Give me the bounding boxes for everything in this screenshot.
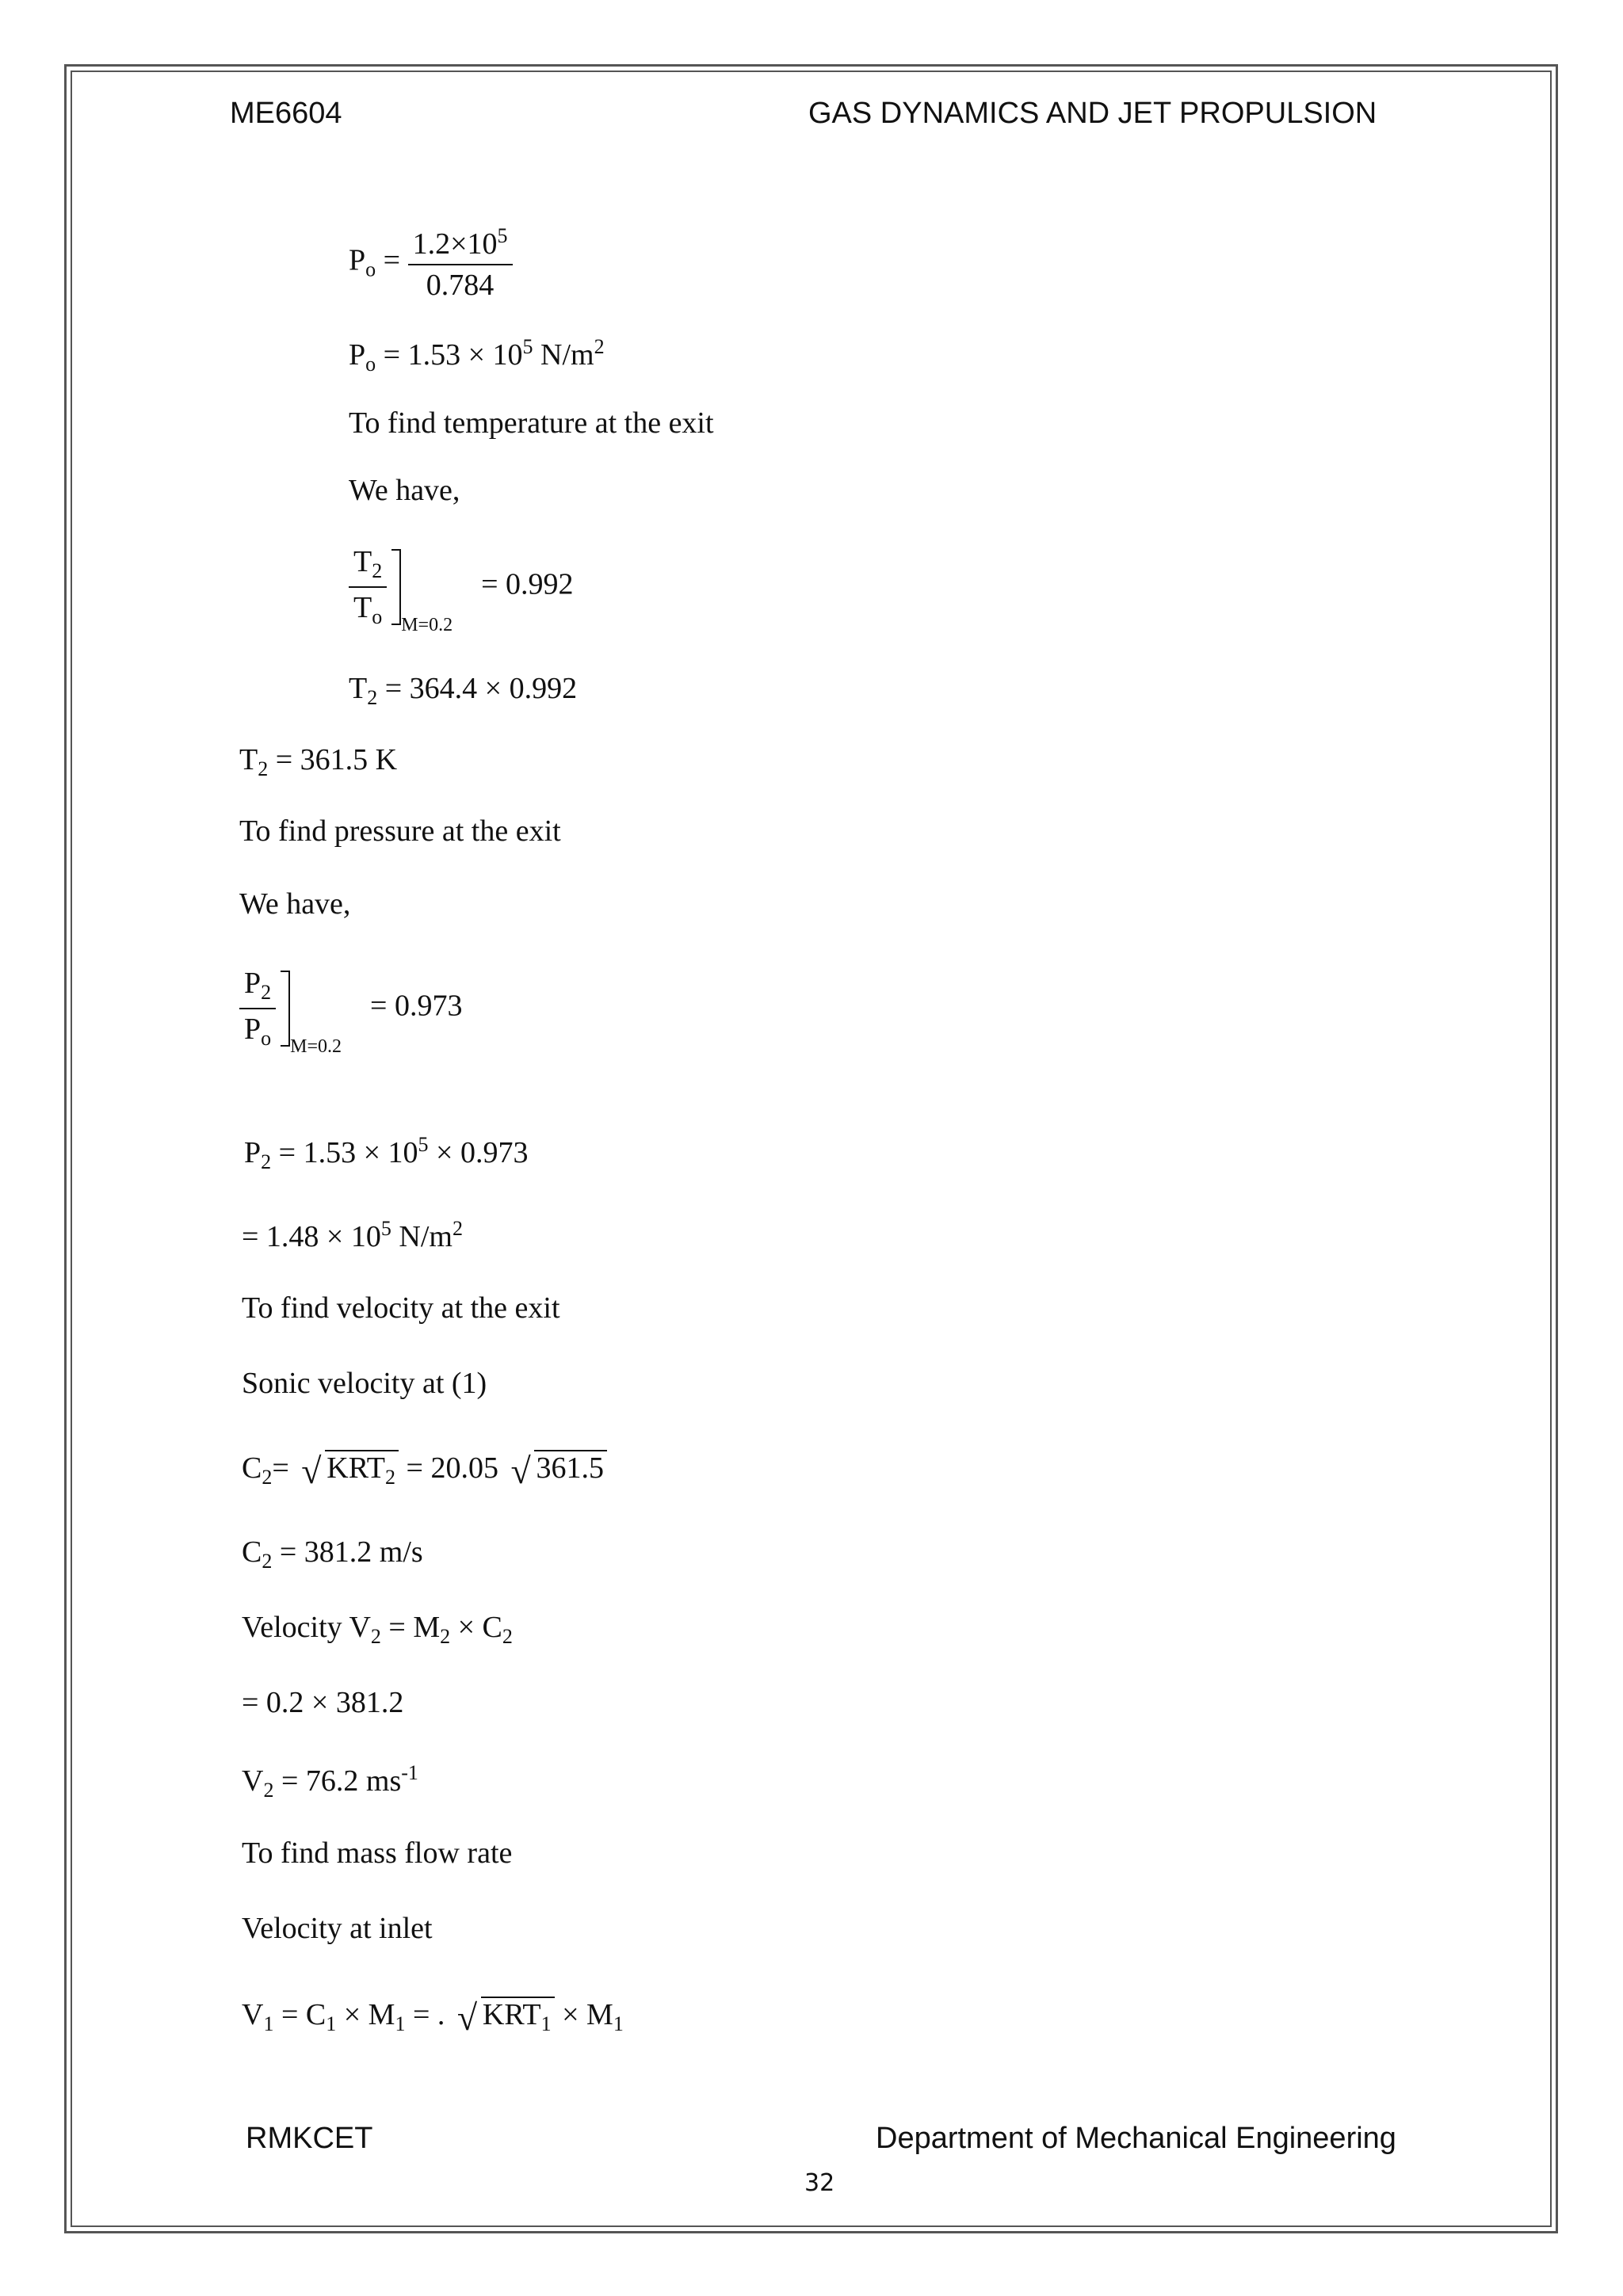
v2-calculation: = 0.2 × 381.2 <box>242 1686 404 1719</box>
c2-result: $C_2 = 381.2$ m/s <box>242 1535 423 1573</box>
velocity-at-inlet-label: Velocity at inlet <box>242 1912 433 1945</box>
footer-institution: RMKCET <box>246 2122 373 2155</box>
square-root: √ 361.5 <box>510 1450 607 1483</box>
heading-find-pressure: To find pressure at the exit <box>239 814 561 848</box>
square-root: √ $KRT_1$ <box>457 1997 555 2035</box>
temperature-ratio: $\frac{T_2}{T_o}$ M=0.2= 0.992 <box>349 547 574 635</box>
po-fraction-equation: $P_o$ = $\frac{1.2\times 10^5}{0.784}$ <box>349 226 513 300</box>
evaluation-bracket <box>391 549 401 625</box>
v1-equation: $V_1 = C_1 \times M_1$ = . √ $KRT_1 \times M_1$ <box>242 1997 624 2038</box>
t2-result: $T_2 = 361.5$ K <box>239 743 398 780</box>
we-have-1: We have, <box>349 474 460 507</box>
v2-result: $V_2 = 76.2$ $ms^{-1}$ <box>242 1761 418 1802</box>
pressure-ratio: $\frac{P_2}{P_o}$ M=0.2= 0.973 <box>239 968 462 1056</box>
we-have-2: We have, <box>239 887 351 921</box>
t2-calculation: $T_2 = 364.4 \times 0.992$ <box>349 672 578 709</box>
v2-formula: Velocity $V_2 = M_2 \times C_2$ <box>242 1611 513 1648</box>
heading-find-temperature: To find temperature at the exit <box>349 406 714 440</box>
footer-department: Department of Mechanical Engineering <box>876 2122 1396 2155</box>
square-root: √ $KRT_2$ <box>301 1450 399 1488</box>
header-course-title: GAS DYNAMICS AND JET PROPULSION <box>808 97 1377 130</box>
heading-find-velocity: To find velocity at the exit <box>242 1291 560 1325</box>
c2-equation: $C_2=$ √ $KRT_2 = 20.05$ √ 361.5 <box>242 1450 607 1488</box>
heading-find-mass-flow: To find mass flow rate <box>242 1836 513 1870</box>
evaluation-bracket <box>281 971 290 1047</box>
po-fraction: $\frac{1.2\times 10^5}{0.784}$ <box>408 226 513 300</box>
page-number: 32 <box>804 2169 835 2197</box>
p2-calculation: $P_2 = 1.53 \times 10^5 \times 0.973$ <box>244 1133 529 1173</box>
header-course-code: ME6604 <box>230 97 342 130</box>
sonic-velocity-label: Sonic velocity at (1) <box>242 1367 487 1400</box>
po-result: $P_o = 1.53 \times 10^5$ $N/m^2$ <box>349 335 605 376</box>
p2-result: = $1.48 \times 10^5$ $N/m^2$ <box>242 1217 463 1253</box>
